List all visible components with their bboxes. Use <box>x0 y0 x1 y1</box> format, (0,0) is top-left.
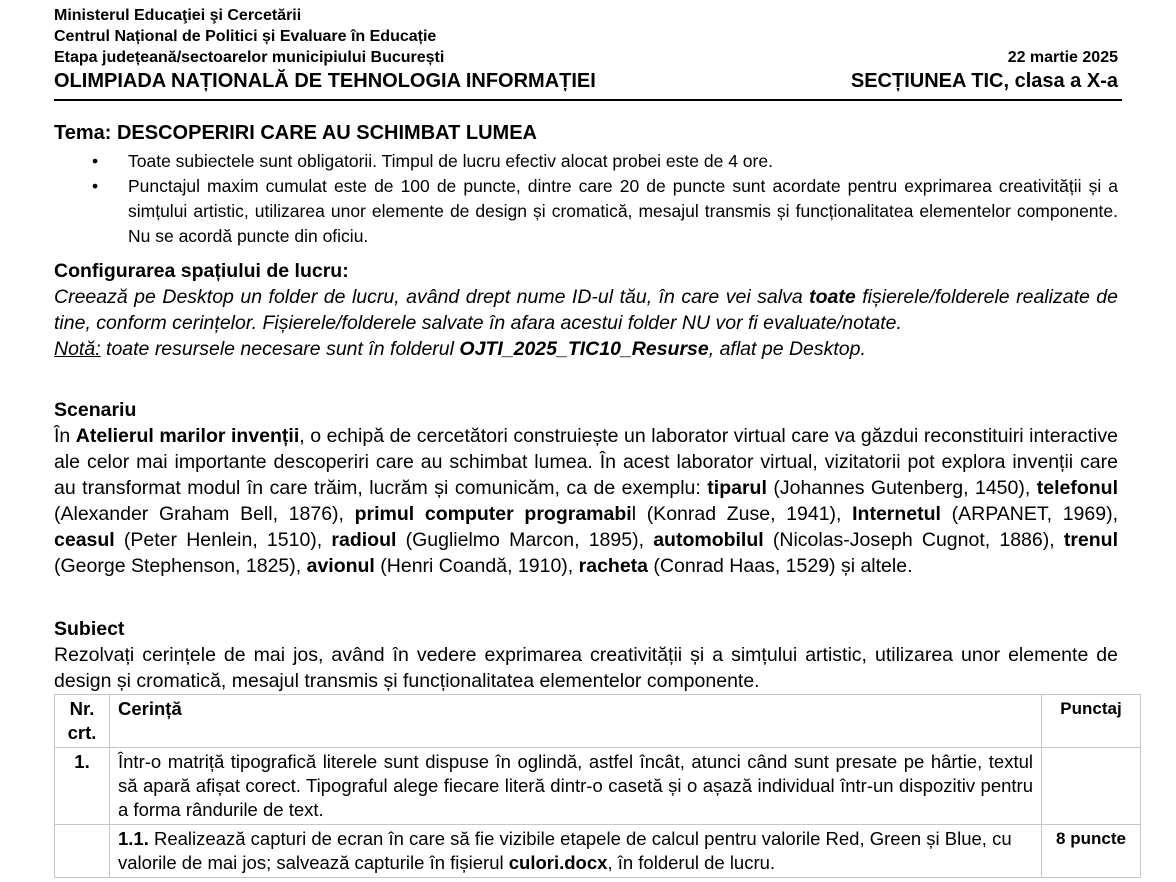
invention-name: radioul <box>331 529 397 551</box>
table-header-row <box>55 695 1141 748</box>
scenario-text <box>54 423 1118 579</box>
section-name: SECȚIUNEA TIC, <box>850 70 1010 92</box>
invention-name: telefonul <box>1036 477 1118 499</box>
bullet-icon: • <box>92 176 99 196</box>
exam-date: 22 martie 2025 <box>1007 49 1118 66</box>
rule-item: • Punctajul maxim cumulat este de 100 de puncte, dintre care 20 de puncte sunt acordate pentru exprimarea creativității și a simțului artistic, utilizarea unor elemente de design și cromatică, mesajul transmis și funcționalitatea elementelor componente. Nu se acordă puncte din oficiu. <box>92 176 1118 246</box>
header-points: Punctaj <box>1042 695 1141 748</box>
theme-title: Tema: DESCOPERIRI CARE AU SCHIMBAT LUMEA <box>54 122 537 144</box>
invention-name: avionul <box>306 555 375 577</box>
rule-item: • Toate subiectele sunt obligatorii. Timpul de lucru efectiv alocat probei este de 4 ore. <box>86 149 1118 174</box>
scenario-fragment: În <box>54 425 76 447</box>
invention-name: Atelierul marilor invenții <box>75 425 300 447</box>
rules-list <box>86 149 1118 249</box>
invention-name: ceasul <box>54 529 115 551</box>
row-number <box>55 825 110 878</box>
table-row <box>55 748 1141 825</box>
scenario-fragment: l (Konrad Zuse, 1941), <box>631 503 853 525</box>
scenario-fragment: (Nicolas-Joseph Cugnot, 1886), <box>763 529 1064 551</box>
subject-section <box>54 616 1118 694</box>
header-nr: Nr. crt. <box>55 695 110 748</box>
invention-name: tiparul <box>707 477 767 499</box>
requirement-text: 1.1. Realizează capturi de ecran în care să fie vizibile etapele de calcul pentru valorile Red, Green și Blue, cu valorile de mai jos; salvează capturile în fișierul culori.docx, în folderul de lucru. <box>110 825 1042 878</box>
invention-name: racheta <box>578 555 649 577</box>
subject-title: Subiect <box>54 618 125 640</box>
requirement-text: Într-o matriță tipografică literele sunt dispuse în oglindă, astfel încât, atunci când sunt presate pe hârtie, textul să apară afișat corect. Tipograful alege fiecare literă dintr-o casetă și o așază individual într-un dispozitiv pentru a forma rândurile de text. <box>110 748 1042 825</box>
config-note: Notă: toate resursele necesare sunt în folderul OJTI_2025_TIC10_Resurse, aflat pe Desktop. <box>54 338 866 360</box>
scenario-fragment: (Johannes Gutenberg, 1450), <box>766 477 1037 499</box>
ministry-line: Ministerul Educaţiei şi Cercetării <box>54 7 302 24</box>
scenario-fragment: (Conrad Haas, 1529) și altele. <box>648 555 913 577</box>
header-requirement: Cerință <box>110 695 1042 748</box>
scenario-fragment: , o echipă de cercetători construiește un laborator virtual care va găzdui reconstituiri interactive ale celor mai importante descoperiri care au schimbat lumea. În acest laborator virtual, vizitatorii pot explora invenții care au transformat modul în care trăim, lucrăm și comunicăm, ca de exemplu: <box>54 425 1118 499</box>
invention-name: primul computer programabi <box>354 503 632 525</box>
class-label: clasa a X-a <box>1014 70 1118 92</box>
center-line: Centrul Național de Politici și Evaluare în Educație <box>54 28 437 45</box>
invention-name: Internetul <box>852 503 941 525</box>
header-divider <box>54 99 1122 101</box>
row-number: 1. <box>55 748 110 825</box>
bullet-icon: • <box>92 151 99 171</box>
section-label <box>851 69 1118 93</box>
stage-line: Etapa județeană/sectoarelor municipiului București <box>54 49 445 66</box>
subject-text: Rezolvați cerințele de mai jos, având în vedere exprimarea creativității și a simțului artistic, utilizarea unor elemente de design și cromatică, mesajul transmis și funcționalitatea elementelor componente. <box>54 644 1118 692</box>
scenario-fragment: (Henri Coandă, 1910), <box>374 555 579 577</box>
config-title: Configurarea spațiului de lucru: <box>54 260 349 282</box>
scenario-fragment: (Peter Henlein, 1510), <box>114 529 332 551</box>
scenario-fragment: (Alexander Graham Bell, 1876), <box>54 503 355 525</box>
scenario-section <box>54 397 1118 579</box>
scenario-title: Scenariu <box>54 399 137 421</box>
invention-name: automobilul <box>653 529 764 551</box>
requirements-table <box>54 694 1141 878</box>
workspace-config <box>54 258 1118 362</box>
olympiad-title: OLIMPIADA NAȚIONALĂ DE TEHNOLOGIA INFORMAȚIEI <box>54 70 596 92</box>
config-text: Creează pe Desktop un folder de lucru, având drept nume ID-ul tău, în care vei salva toate fișierele/folderele realizate de tine, conform cerințelor. Fișierele/folderele salvate în afara acestui folder NU vor fi evaluate/notate. <box>54 286 1118 334</box>
row-points: 8 puncte <box>1042 825 1141 878</box>
scenario-fragment: (George Stephenson, 1825), <box>54 555 307 577</box>
row-points <box>1042 748 1141 825</box>
invention-name: trenul <box>1063 529 1118 551</box>
table-row <box>55 825 1141 878</box>
scenario-fragment: (Guglielmo Marcon, 1895), <box>396 529 654 551</box>
scenario-fragment: (ARPANET, 1969), <box>940 503 1118 525</box>
